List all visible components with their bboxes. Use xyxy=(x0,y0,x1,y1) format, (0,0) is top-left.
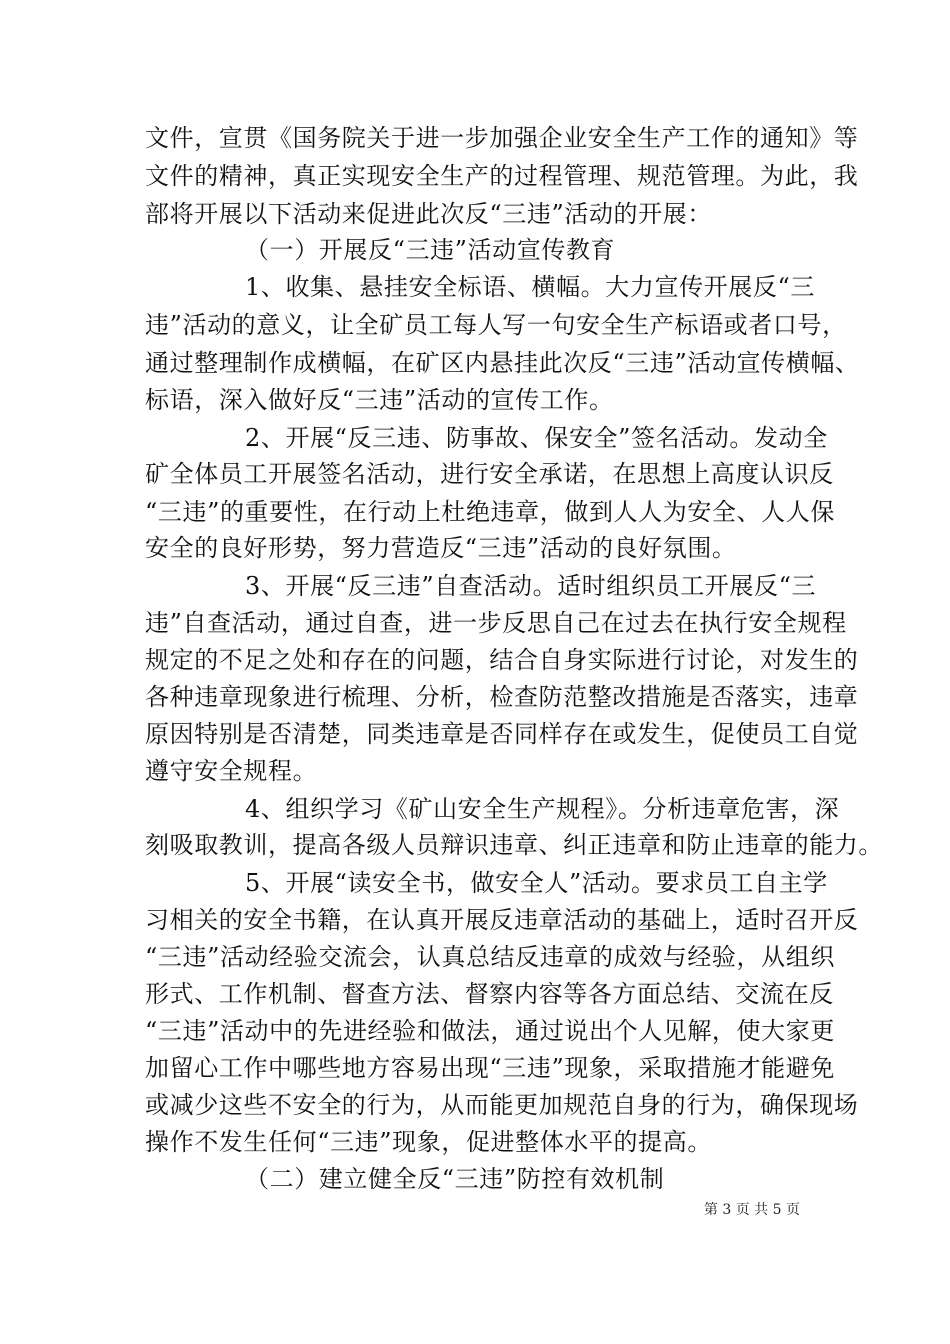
page-number: 第 3 页 共 5 页 xyxy=(703,1202,800,1218)
text-line: 规定的不足之处和存在的问题，结合自身实际进行讨论，对发生的 xyxy=(145,646,859,674)
text-line: 习相关的安全书籍，在认真开展反违章活动的基础上，适时召开反 xyxy=(145,906,859,934)
item-3-start: 3、开展“反三违”自查活动。适时组织员工开展反“三 xyxy=(245,572,817,600)
item-4-start: 4、组织学习《矿山安全生产规程》。分析违章危害，深 xyxy=(245,795,840,823)
item-1-start: 1、收集、悬挂安全标语、横幅。大力宣传开展反“三 xyxy=(245,273,815,301)
text-line: 各种违章现象进行梳理、分析，检查防范整改措施是否落实，违章 xyxy=(145,683,859,711)
text-line: 部将开展以下活动来促进此次反“三违”活动的开展： xyxy=(145,200,712,228)
item-2-start: 2、开展“反三违、防事故、保安全”签名活动。发动全 xyxy=(245,424,828,452)
text-line: 加留心工作中哪些地方容易出现“三违”现象，采取措施才能避免 xyxy=(145,1054,835,1082)
text-line: 原因特别是否清楚，同类违章是否同样存在或发生，促使员工自觉 xyxy=(145,720,859,748)
text-line: 文件的精神，真正实现安全生产的过程管理、规范管理。为此，我 xyxy=(145,162,859,190)
section-heading-1: （一）开展反“三违”活动宣传教育 xyxy=(245,236,616,264)
text-line: 违”活动的意义，让全矿员工每人写一句安全生产标语或者口号， xyxy=(145,311,847,339)
text-line: 通过整理制作成横幅，在矿区内悬挂此次反“三违”活动宣传横幅、 xyxy=(145,349,860,377)
text-line: 或减少这些不安全的行为，从而能更加规范自身的行为，确保现场 xyxy=(145,1091,859,1119)
text-line: 形式、工作机制、督查方法、督察内容等各方面总结、交流在反 xyxy=(145,980,834,1008)
text-line: 标语，深入做好反“三违”活动的宣传工作。 xyxy=(145,386,614,414)
text-line: 操作不发生任何“三违”现象，促进整体水平的提高。 xyxy=(145,1128,712,1156)
item-5-start: 5、开展“读安全书，做安全人”活动。要求员工自主学 xyxy=(245,869,828,897)
section-heading-2: （二）建立健全反“三违”防控有效机制 xyxy=(245,1165,665,1193)
text-line: “三违”的重要性，在行动上杜绝违章，做到人人为安全、人人保 xyxy=(145,498,835,526)
text-line: 刻吸取教训，提高各级人员辩识违章、纠正违章和防止违章的能力。 xyxy=(145,831,883,859)
text-line: “三违”活动经验交流会，认真总结反违章的成效与经验，从组织 xyxy=(145,943,835,971)
text-line: 矿全体员工开展签名活动，进行安全承诺，在思想上高度认识反 xyxy=(145,460,834,488)
text-line: 违”自查活动，通过自查，进一步反思自己在过去在执行安全规程 xyxy=(145,609,847,637)
text-line: 文件，宣贯《国务院关于进一步加强企业安全生产工作的通知》等 xyxy=(145,124,859,152)
text-line: 遵守安全规程。 xyxy=(145,757,318,785)
text-line: 安全的良好形势，努力营造反“三违”活动的良好氛围。 xyxy=(145,534,737,562)
text-line: “三违”活动中的先进经验和做法，通过说出个人见解，使大家更 xyxy=(145,1017,835,1045)
